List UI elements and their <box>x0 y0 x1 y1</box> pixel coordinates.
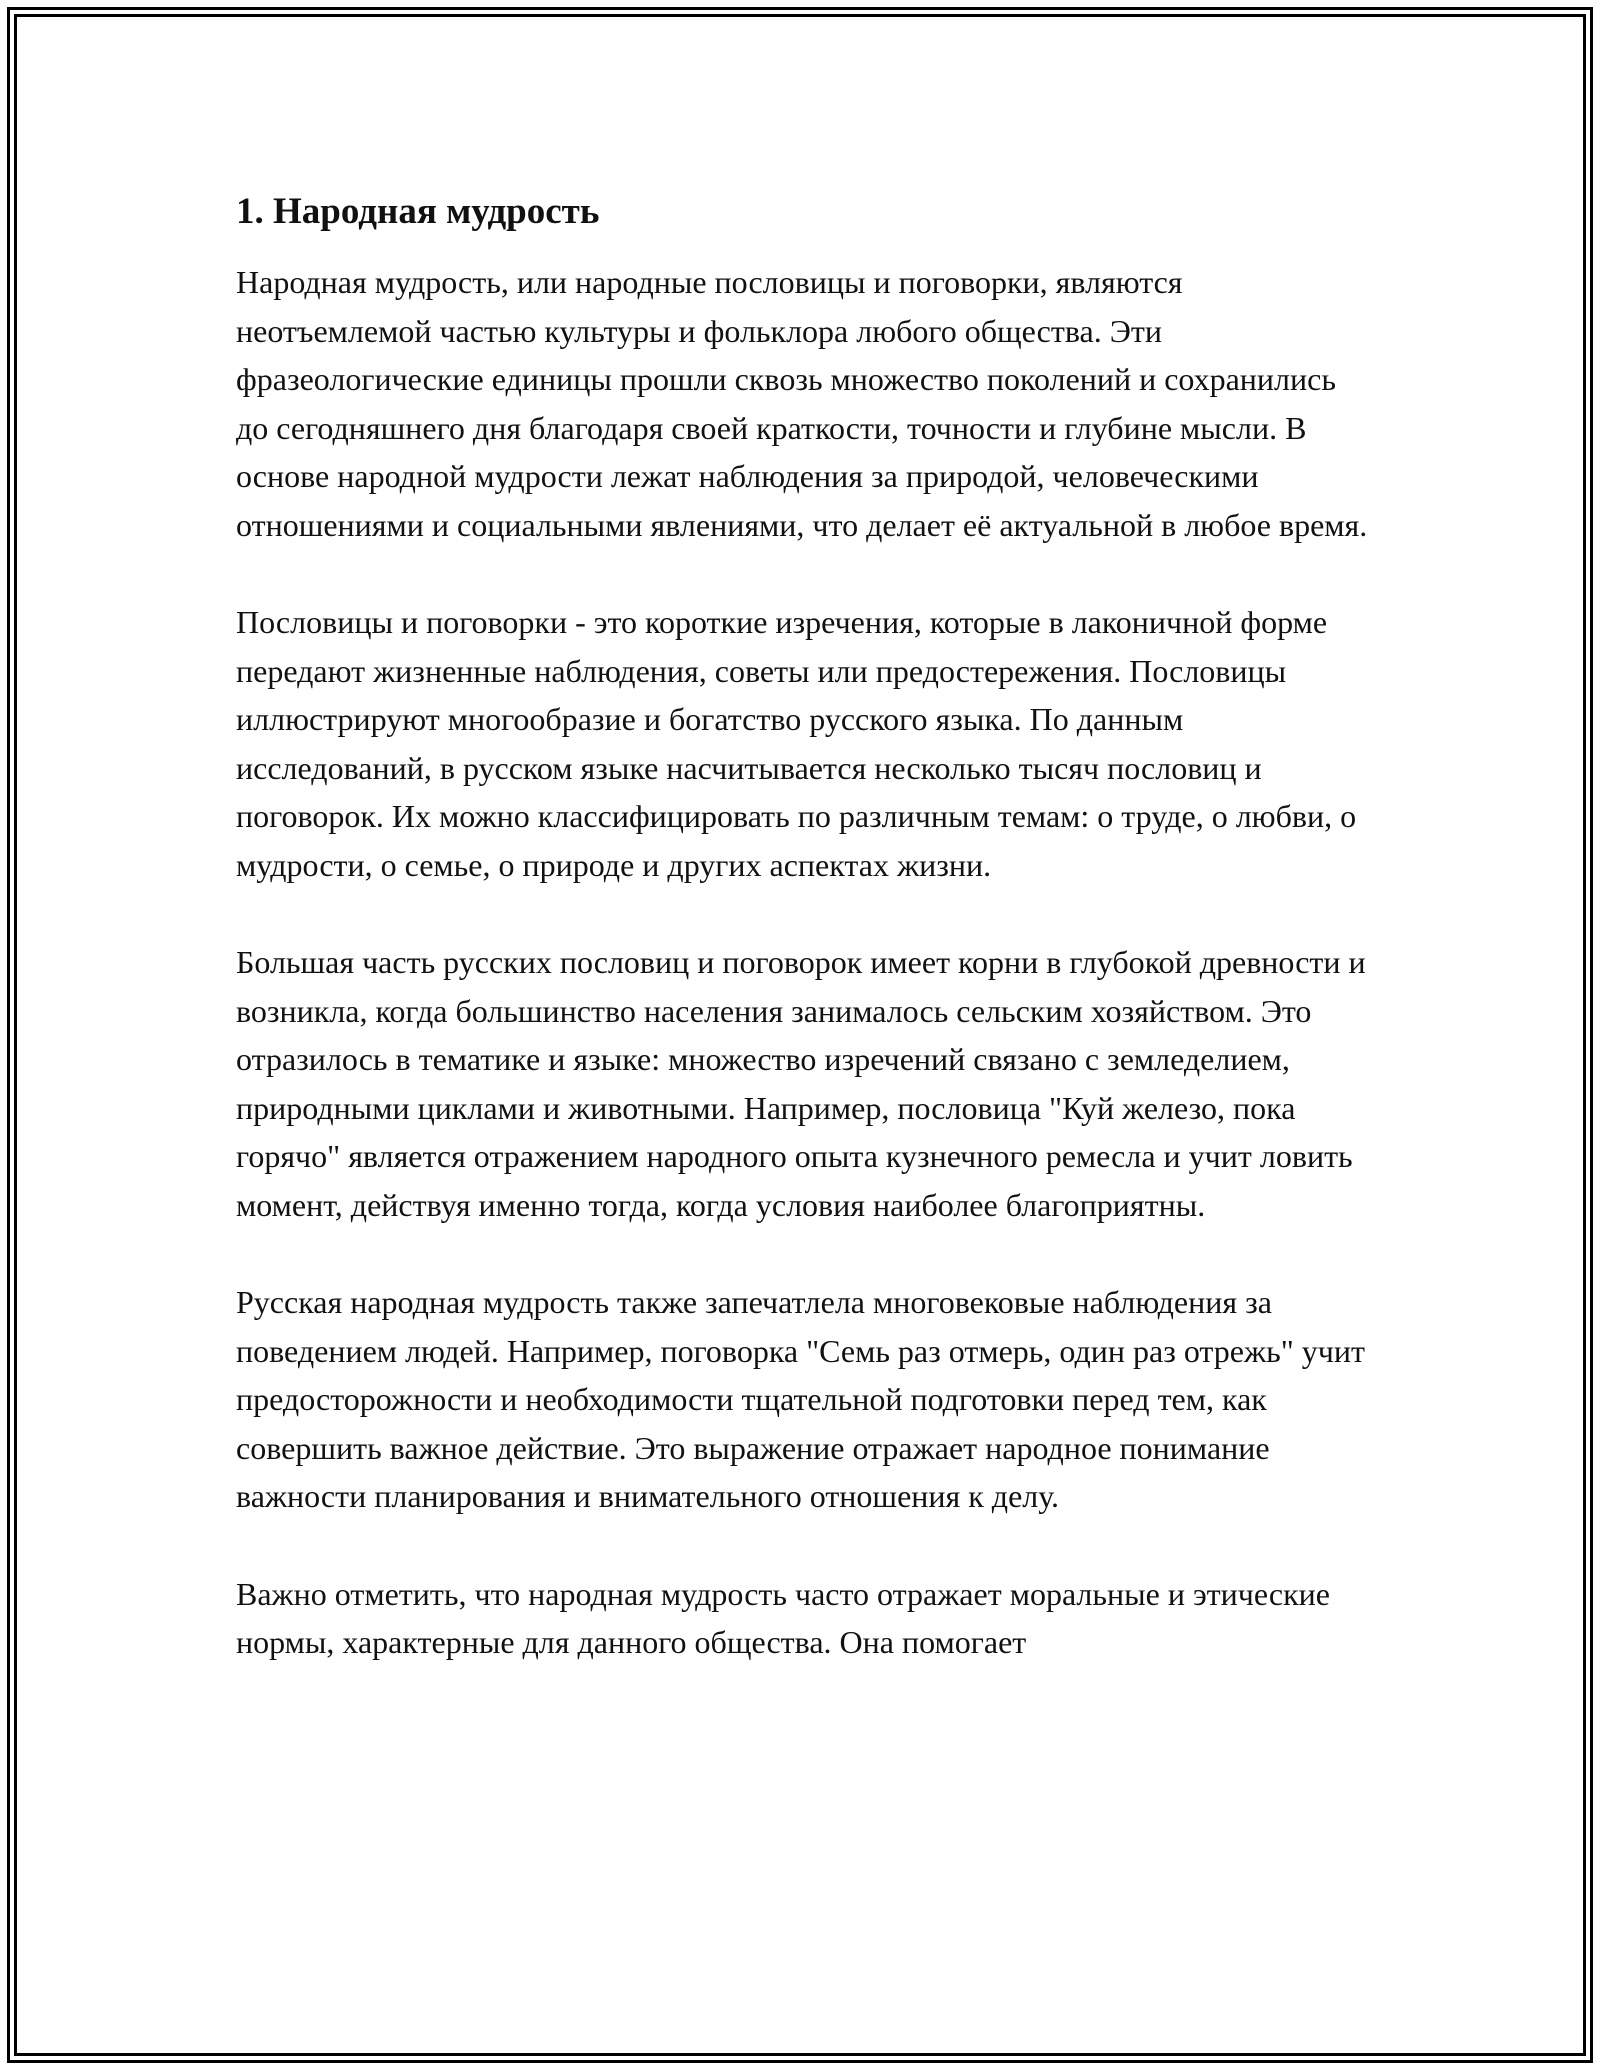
paragraph-4: Русская народная мудрость также запечатлела многовековые наблюдения за поведением людей. Например, поговорка "Семь раз отмерь, один раз отрежь" учит предосторожности и необходимости тщательной подготовки перед тем, как совершить важное действие. Это выражение отражает народное понимание важности планирования и внимательного отношения к делу. <box>236 1284 1365 1514</box>
paragraph-1: Народная мудрость, или народные пословицы и поговорки, являются неотъемлемой частью культуры и фольклора любого общества. Эти фразеологические единицы прошли сквозь множество поколений и сохранились до сегодняшнего дня благодаря своей краткости, точности и глубине мысли. В основе народной мудрости лежат наблюдения за природой, человеческими отношениями и социальными явлениями, что делает её актуальной в любое время. <box>236 264 1368 543</box>
paragraph-2: Пословицы и поговорки - это короткие изречения, которые в лаконичной форме передают жизненные наблюдения, советы или предостережения. Пословицы иллюстрируют многообразие и богатство русского языка. По данным исследований, в русском языке насчитывается несколько тысяч пословиц и поговорок. Их можно классифицировать по различным темам: о труде, о любви, о мудрости, о семье, о природе и других аспектах жизни. <box>236 604 1357 883</box>
paragraph-5: Важно отметить, что народная мудрость часто отражает моральные и этические нормы, характерные для данного общества. Она помогает <box>236 1575 1330 1660</box>
paragraph-3: Большая часть русских пословиц и поговорок имеет корни в глубокой древности и возникла, когда большинство населения занималось сельским хозяйством. Это отразилось в тематике и языке: множество изречений связано с земледелием, природными циклами и животными. Например, пословица "Куй железо, пока горячо" является отражением народного опыта кузнечного ремесла и учит ловить момент, действуя именно тогда, когда условия наиболее благоприятны. <box>236 944 1366 1223</box>
section-heading: 1. Народная мудрость <box>236 191 600 232</box>
document-body <box>236 186 1376 1716</box>
